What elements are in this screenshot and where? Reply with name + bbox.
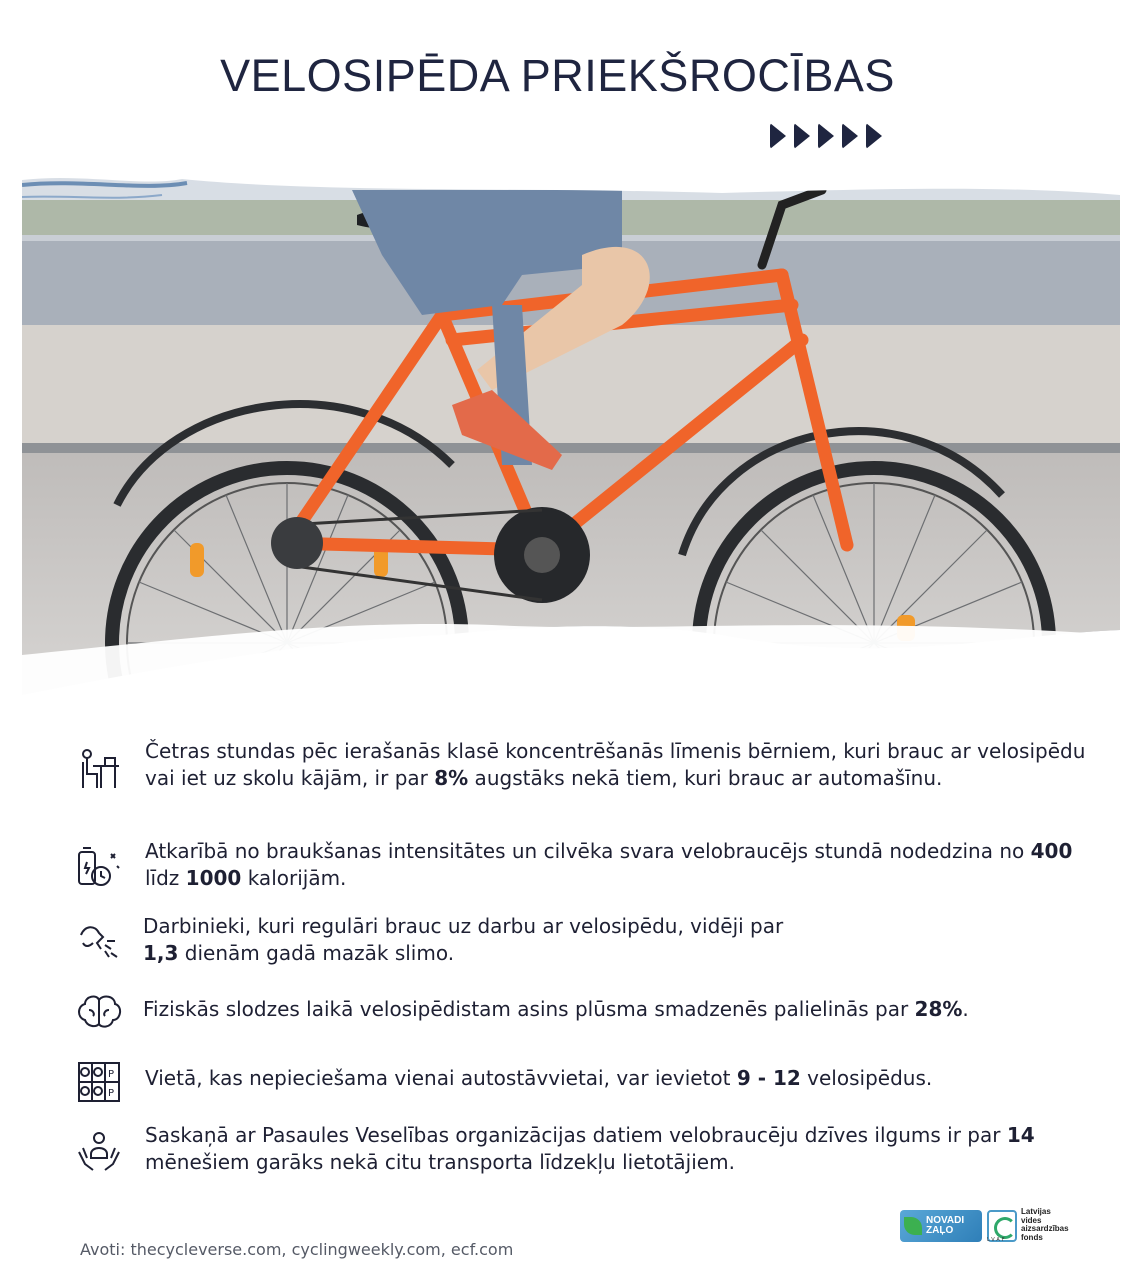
fact-highlight: 8% xyxy=(434,766,469,790)
novadi-logo-text: NOVADI ZAĻO xyxy=(926,1215,965,1236)
calorie-burn-icon xyxy=(75,842,123,890)
sneeze-icon xyxy=(75,917,123,965)
fact-text-run: augstāks nekā tiem, kuri brauc ar automašīnu. xyxy=(468,766,943,790)
fact-text-run: . xyxy=(962,997,969,1021)
parking-spots-icon xyxy=(75,1059,123,1107)
chevron-right-icon xyxy=(818,123,834,149)
fact-text-run: mēnešiem garāks nekā citu transporta līdzekļu lietotājiem. xyxy=(145,1150,735,1174)
svg-text:P: P xyxy=(108,1069,115,1080)
chevron-right-icon xyxy=(866,123,882,149)
fact-text-run: velosipēdus. xyxy=(800,1066,933,1090)
fact-highlight: 9 - 12 xyxy=(736,1066,801,1090)
fact-text-run: Darbinieki, kuri regulāri brauc uz darbu ar velosipēdu, vidēji par xyxy=(143,914,784,938)
chevron-right-icon xyxy=(794,123,810,149)
fact-text-run: Atkarībā no braukšanas intensitātes un cilvēka svara velobraucējs stundā nodedzina no xyxy=(145,839,1031,863)
svg-text:P: P xyxy=(108,1088,115,1099)
fact-text-run: Saskaņā ar Pasaules Veselības organizācijas datiem velobraucēju dzīves ilgums ir par xyxy=(145,1123,1007,1147)
lvaf-logo-text: Latvijas vides aizsardzības fonds xyxy=(1021,1207,1069,1242)
fact-highlight: 1,3 xyxy=(143,941,179,965)
fact-text-run: dienām gadā mazāk slimo. xyxy=(178,941,455,965)
fact-text xyxy=(145,838,1100,892)
sources-note: Avoti: thecycleverse.com, cyclingweekly.com, ecf.com xyxy=(80,1240,514,1259)
fact-text-run: Četras stundas pēc ierašanās klasē koncentrēšanās līmenis bērniem, kuri brauc ar velosipēdu vai iet uz skolu kājām, ir par xyxy=(145,739,1086,790)
fact-highlight: 28% xyxy=(914,997,963,1021)
fact-text xyxy=(145,1065,1100,1092)
fact-text-run: Fiziskās slodzes laikā velosipēdistam asins plūsma smadzenēs palielinās par xyxy=(143,997,915,1021)
fact-text-run: Vietā, kas nepieciešama vienai autostāvvietai, var ievietot xyxy=(145,1066,737,1090)
novadi-zalo-logo xyxy=(900,1210,982,1242)
fact-text-run: līdz xyxy=(145,866,186,890)
student-at-desk-icon xyxy=(75,748,123,796)
hands-care-person-icon xyxy=(75,1128,123,1176)
fact-highlight: 1000 xyxy=(185,866,242,890)
lvaf-mark-text: LVAF xyxy=(987,1237,1007,1243)
chevron-right-icon xyxy=(770,123,786,149)
arrow-decoration xyxy=(770,123,882,149)
brain-icon xyxy=(75,990,123,1038)
fact-highlight: 14 xyxy=(1006,1123,1035,1147)
fact-text xyxy=(145,1122,1100,1176)
leaf-icon xyxy=(904,1217,922,1235)
fact-text xyxy=(145,738,1100,792)
fact-text-run: kalorijām. xyxy=(241,866,347,890)
page-title: VELOSIPĒDA PRIEKŠROCĪBAS xyxy=(220,50,895,101)
lvaf-logo xyxy=(987,1208,1077,1244)
fact-highlight: 400 xyxy=(1030,839,1073,863)
fact-text xyxy=(143,996,1098,1023)
fact-text xyxy=(143,913,1098,967)
bicycle-photo xyxy=(22,165,1120,710)
chevron-right-icon xyxy=(842,123,858,149)
